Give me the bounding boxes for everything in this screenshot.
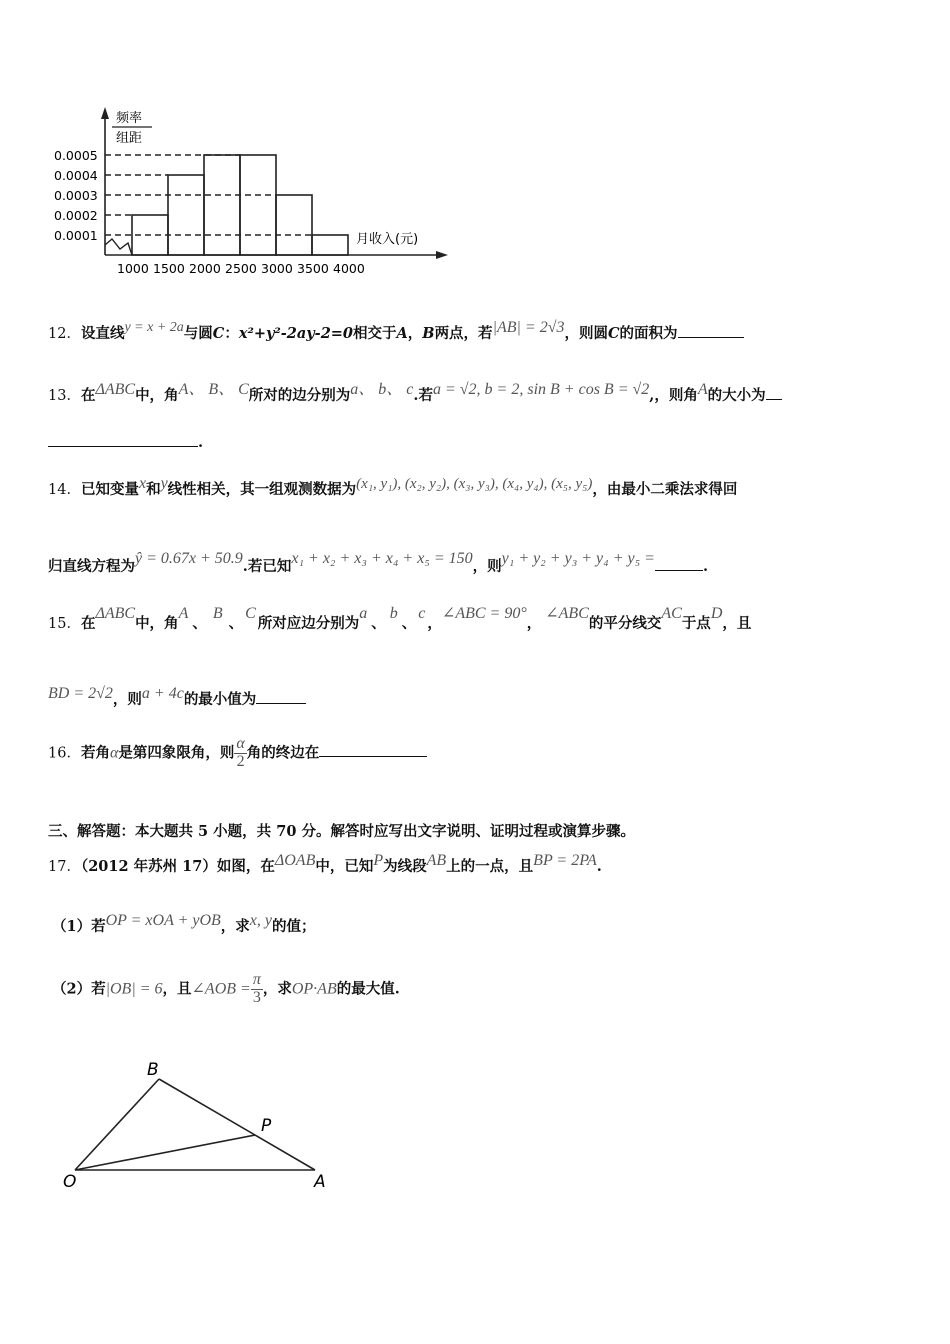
q13-continuation <box>48 434 203 451</box>
q12-comma: ， <box>407 325 423 342</box>
q13-text2: 中，角 <box>135 387 179 404</box>
q12-text5: 两点，若 <box>434 325 493 342</box>
q17-p2-label: （2）若 <box>52 980 106 998</box>
q16-frac-num: α <box>236 735 245 752</box>
q14-var-x: x <box>138 475 147 492</box>
q17-p1-label: （1）若 <box>52 918 106 935</box>
q13-condition: a = √2, b = 2, sin B + cos B = √2 <box>432 381 650 398</box>
q17-p1-equation: OP = xOA + yOB <box>105 912 221 929</box>
q12-text7: 的面积为 <box>619 325 678 342</box>
q16-text3: 角的终边在 <box>246 744 320 762</box>
q14-sum-x: x₁ + x₂ + x₃ + x₄ + x₅ = 150 <box>291 550 473 567</box>
histogram-bar <box>240 155 276 255</box>
q13-text1: 在 <box>80 387 96 404</box>
q12-circle-eq: x²+y²-2ay-2=0 <box>238 325 354 342</box>
q16-alpha: α <box>109 744 119 762</box>
triangle-figure <box>55 1055 345 1195</box>
label-b: B <box>147 1060 159 1080</box>
q13-answer-blank-a[interactable] <box>766 387 782 400</box>
q17-text3: 上的一点，且 <box>446 858 534 875</box>
q16-fraction <box>234 736 246 771</box>
q12-number: 12． <box>48 326 81 342</box>
q15-side-b: b <box>389 605 398 622</box>
q13-angle-a: A <box>697 381 708 398</box>
q15-text1: 在 <box>80 615 96 632</box>
q12-ab-condition: |AB| = 2√3 <box>492 319 565 336</box>
q12-point-b: B <box>422 325 435 342</box>
q15-sep3: 、 <box>371 615 386 632</box>
q15-line2 <box>48 685 306 709</box>
q12-colon: ： <box>224 325 239 342</box>
q15-text8: 的最小值为 <box>183 691 257 708</box>
y-label-bottom: 组距 <box>116 131 143 146</box>
q15-sep2: 、 <box>228 615 244 632</box>
q15-bd-length: BD = 2√2 <box>48 685 113 702</box>
q13-number: 13． <box>48 388 81 404</box>
q15-angle-a: A <box>178 605 189 622</box>
q14-regression-eq: ŷ = 0.67x + 50.9 <box>135 550 243 567</box>
q15-right-angle: ∠ABC = 90° <box>441 605 527 622</box>
q14-answer-blank[interactable] <box>655 558 703 571</box>
q14-var-y: y <box>160 475 168 492</box>
x-axis-arrow <box>436 251 448 259</box>
q12-text4: 相交于 <box>353 325 397 342</box>
histogram-chart <box>40 105 460 275</box>
x-tick-label: 1500 <box>153 261 185 275</box>
q17-text1: 中，已知 <box>315 858 374 875</box>
q14-text4: ，由最小二乘法求得回 <box>592 481 738 498</box>
q13-sides: a、 b、 c <box>350 381 414 398</box>
q15-sep4: 、 <box>401 615 417 632</box>
q13-text5: ,，则角 <box>649 387 698 404</box>
q14-text3: 线性相关，其一组观测数据为 <box>167 481 357 498</box>
q17-text2: 为线段 <box>383 858 427 875</box>
q13-text3: 所对的边分别为 <box>248 387 351 404</box>
histogram-bar <box>168 175 204 255</box>
question-15 <box>48 605 752 633</box>
q17-triangle: ΔOAB <box>274 852 316 869</box>
q13-text6: 的大小为 <box>707 387 766 404</box>
y-tick-label: 0.0001 <box>54 228 98 243</box>
y-tick-label: 0.0004 <box>54 168 98 183</box>
q15-bisected-angle: ∠ABC <box>545 605 589 622</box>
q15-triangle: ΔABC <box>95 605 136 622</box>
y-tick-label: 0.0005 <box>54 148 98 163</box>
q15-text5: 于点 <box>681 615 711 632</box>
q17-part-1 <box>52 912 316 936</box>
histogram-bar <box>276 195 312 255</box>
y-label-top: 频率 <box>116 111 143 126</box>
q15-angle-c: C <box>245 605 256 622</box>
q17-p2-end: 的最大值. <box>336 980 400 998</box>
q17-period: . <box>596 858 602 875</box>
y-tick-label: 0.0002 <box>54 208 98 223</box>
q12-text6: ，则圆 <box>564 325 608 342</box>
histogram-bar <box>312 235 348 255</box>
x-tick-label: 3500 <box>297 261 329 275</box>
x-tick-label: 2000 <box>189 261 221 275</box>
q17-p2-frac-den: 3 <box>252 988 261 1006</box>
x-tick-label: 4000 <box>333 261 365 275</box>
label-a: A <box>314 1172 326 1192</box>
q17-p1-text: ，求 <box>220 918 250 935</box>
q13-text4: .若 <box>413 387 433 404</box>
histogram-bar <box>204 155 240 255</box>
q15-text3: 所对应边分别为 <box>257 615 360 632</box>
q15-side-a: a <box>359 605 368 622</box>
q14-number: 14． <box>48 482 81 498</box>
q15-angle-b: B <box>212 605 223 622</box>
question-17 <box>48 852 602 876</box>
q14-period: . <box>702 558 709 575</box>
q15-side-c: c <box>418 605 426 622</box>
q17-p2-angle: ∠AOB = <box>191 980 251 998</box>
x-label: 月收入(元) <box>356 232 419 247</box>
q15-text2: 中，角 <box>135 615 179 632</box>
q15-text6: ，且 <box>722 615 752 632</box>
q14-text5: 归直线方程为 <box>48 558 135 575</box>
q16-text1: 若角 <box>80 744 110 762</box>
q12-circle-name: C <box>212 325 225 342</box>
q13-angles: A、 B、 C <box>178 381 249 398</box>
q16-number: 16． <box>48 745 81 762</box>
question-13 <box>48 382 782 405</box>
q14-line2 <box>48 550 709 576</box>
q17-part-2 <box>52 972 400 1007</box>
q14-text7: ，则 <box>472 558 502 575</box>
q14-text2: 和 <box>146 481 161 498</box>
q17-segment-ab: AB <box>426 852 447 869</box>
q15-point-d: D <box>710 605 723 622</box>
q17-p1-end: 的值； <box>272 918 316 935</box>
q15-expression: a + 4c <box>141 685 184 702</box>
q13-answer-blank-b[interactable] <box>48 434 198 447</box>
q15-text7: ，则 <box>112 691 142 708</box>
q15-sep1: 、 <box>192 615 207 632</box>
q14-data: (x₁, y₁), (x₂, y₂), (x₃, y₃), (x₄, y₄), (x₅, y₅) <box>356 476 593 492</box>
q17-p2-ob: |OB| = 6 <box>105 980 163 998</box>
question-14 <box>48 475 738 499</box>
q12-line-eq: y = x + 2a <box>124 320 184 335</box>
q14-sum-y: y₁ + y₂ + y₃ + y₄ + y₅ = <box>501 550 655 567</box>
q17-source: （2012 年苏州 17）如图，在 <box>80 858 275 875</box>
section-3-heading: 三、解答题：本大题共 5 小题，共 70 分。解答时应写出文字说明、证明过程或演算步骤。 <box>48 823 635 840</box>
q14-text6: .若已知 <box>242 558 292 575</box>
q16-frac-den: 2 <box>236 752 245 770</box>
q13-triangle: ΔABC <box>95 381 136 398</box>
y-tick-label: 0.0003 <box>54 188 98 203</box>
q12-answer-blank[interactable] <box>678 325 744 338</box>
q12-text: 设直线 <box>80 325 125 342</box>
q12-text2: 与圆 <box>183 325 213 342</box>
q15-side-ac: AC <box>661 605 682 622</box>
q15-comma1: ， <box>427 615 442 632</box>
segment-ba <box>159 1079 315 1170</box>
y-axis-arrow <box>101 107 109 119</box>
question-12 <box>48 319 744 343</box>
q15-number: 15． <box>48 616 81 632</box>
x-tick-label: 2500 <box>225 261 257 275</box>
q17-p2-text2: ，求 <box>262 980 292 998</box>
q13-period: . <box>198 434 204 451</box>
q17-condition: BP = 2PA <box>533 852 597 869</box>
q17-p2-text: ，且 <box>162 980 192 998</box>
axis-break <box>105 239 132 255</box>
q17-p2-expression: OP·AB <box>291 980 337 998</box>
x-tick-label: 1000 <box>117 261 149 275</box>
q12-point-a: A <box>396 325 408 342</box>
q15-comma2: ， <box>526 615 542 632</box>
q17-number: 17． <box>48 859 81 875</box>
q17-point-p: P <box>373 852 384 869</box>
q16-answer-blank[interactable] <box>319 744 427 757</box>
q16-text2: 是第四象限角，则 <box>118 744 235 762</box>
x-tick-label: 3000 <box>261 261 293 275</box>
q17-p2-frac-num: π <box>252 971 261 988</box>
label-o: O <box>63 1172 77 1192</box>
q17-p2-fraction <box>251 972 263 1007</box>
q17-p1-xy: x, y <box>249 912 272 929</box>
q15-answer-blank[interactable] <box>256 691 306 704</box>
q15-text4: 的平分线交 <box>588 615 662 632</box>
label-p: P <box>261 1116 272 1136</box>
q12-circle-name-2: C <box>607 325 620 342</box>
q14-text1: 已知变量 <box>80 481 139 498</box>
question-16 <box>48 736 427 771</box>
